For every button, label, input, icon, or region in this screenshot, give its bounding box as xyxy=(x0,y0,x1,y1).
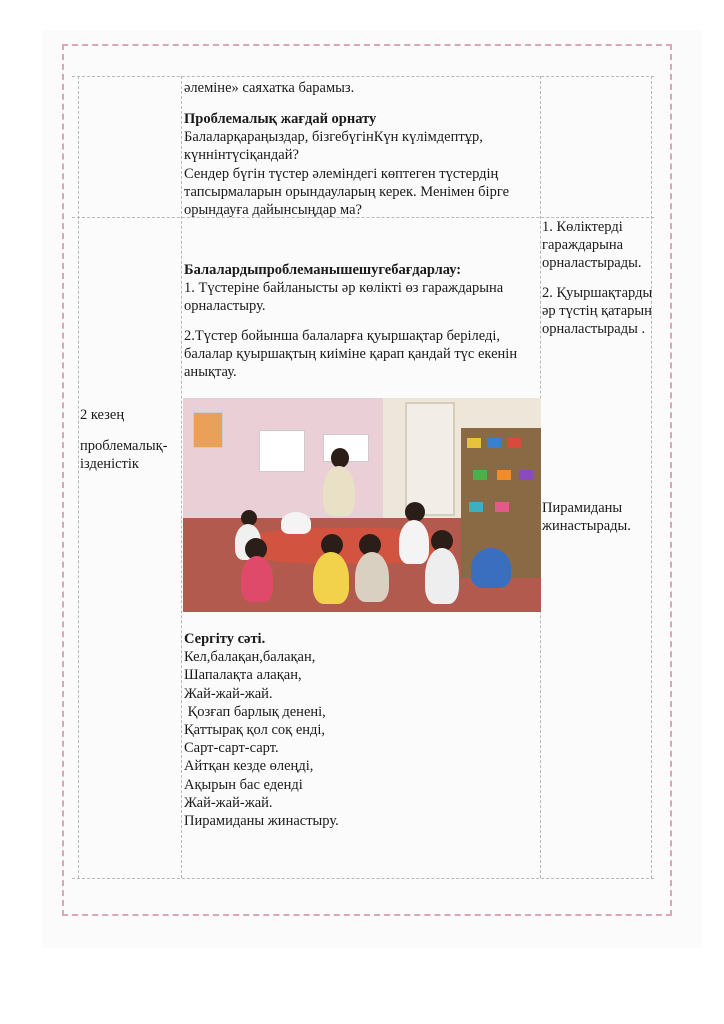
poem-line: Кел,балақан,балақан, xyxy=(184,649,316,666)
problem-line: Балаларқараңыздар, бізгебүгінКүн күлімдептұр, xyxy=(184,129,483,146)
problem-line: күннінтүсіқандай? xyxy=(184,147,299,164)
guidance-section: Балалардыпроблеманышешугебағдарлау: 1. Түстеріне байланысты әр көлікті өз гараждарына орналастыру. xyxy=(184,262,504,315)
break-heading: Сергіту сәті. xyxy=(184,631,266,647)
table-right-border xyxy=(651,76,652,878)
table-top-border xyxy=(72,76,654,77)
poem-line: Қозғап барлық денені, xyxy=(184,703,326,720)
stage-title: 2 кезең xyxy=(80,407,125,423)
poem-line: Жай-жай-жай. xyxy=(184,794,273,811)
child-actions-2: 2. Қуыршақтарды әр түстің қатарын орналастырады . xyxy=(542,285,652,338)
stage-name: проблемалық- ізденістік xyxy=(80,438,168,473)
child-actions-1: 1. Көліктерді гараждарына орналастырады. xyxy=(542,219,642,272)
classroom-photo xyxy=(183,398,541,612)
table-bottom-border xyxy=(72,878,654,879)
poem-line: Сарт-сарт-сарт. xyxy=(184,740,279,757)
problem-section xyxy=(184,110,509,219)
guidance-heading: Балалардыпроблеманышешугебағдарлау: xyxy=(184,262,462,278)
problem-line: орындауға дайынсыңдар ма? xyxy=(184,202,362,219)
poem-line: Айтқан кезде өлеңді, xyxy=(184,758,314,775)
table-left-border xyxy=(78,76,79,878)
table-column-divider-1 xyxy=(181,76,182,878)
poem-line: Ақырын бас еденді xyxy=(184,776,303,793)
poem-line: Шапалақта алақан, xyxy=(184,667,302,684)
break-section xyxy=(184,630,339,830)
task-two: 2.Түстер бойынша балаларға қуыршақтар беріледі, балалар қуыршақтың киіміне қарап қандай түс екенін анықтау. xyxy=(184,328,518,381)
problem-line: Сендер бүгін түстер әлеміндегі көптеген түстердің xyxy=(184,165,499,182)
problem-heading: Проблемалық жағдай орнату xyxy=(184,111,377,127)
child-actions-3: Пирамиданы жинастырады. xyxy=(542,500,631,535)
problem-line: тапсырмаларын орындауларың керек. Менімен бірге xyxy=(184,183,510,200)
activity-continuation: әлеміне» саяхатка барамыз. xyxy=(184,80,355,96)
poem-line: Қаттырақ қол соқ енді, xyxy=(184,722,326,739)
poem-line: Жай-жай-жай. xyxy=(184,685,273,702)
poem-line: Пирамиданы жинастыру. xyxy=(184,813,339,830)
